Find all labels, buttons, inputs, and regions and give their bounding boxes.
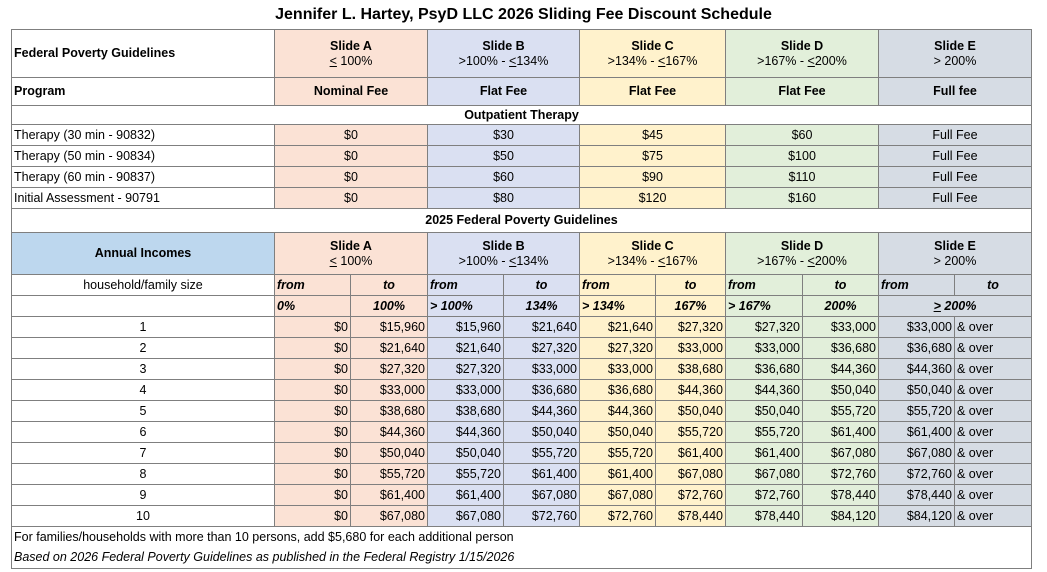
- fee-cell: $60: [726, 125, 879, 146]
- program-header-row: [12, 78, 1032, 106]
- section-row: [12, 209, 1032, 233]
- fee-cell: $90: [580, 167, 726, 188]
- income-cell: $44,360: [580, 401, 656, 422]
- income-cell: $36,680: [879, 338, 955, 359]
- slide-header-c: [580, 233, 726, 275]
- fee-cell: $110: [726, 167, 879, 188]
- income-cell: $72,760: [879, 464, 955, 485]
- household-row: [12, 422, 1032, 443]
- household-size: 3: [12, 359, 275, 380]
- from-label: from: [428, 275, 504, 296]
- slide-range: > 200%: [933, 53, 977, 68]
- household-row: [12, 485, 1032, 506]
- income-cell: $72,760: [504, 506, 580, 527]
- slide-range: > 200%: [933, 253, 977, 268]
- income-cell: $21,640: [428, 338, 504, 359]
- income-cell: $78,440: [879, 485, 955, 506]
- program-name: Therapy (50 min - 90834): [12, 146, 275, 167]
- income-cell: $84,120: [879, 506, 955, 527]
- income-cell: $44,360: [803, 359, 879, 380]
- and-over-label: & over: [955, 443, 1032, 464]
- slide-name: Slide E: [934, 38, 976, 53]
- income-cell: $0: [275, 422, 351, 443]
- income-cell: $27,320: [726, 317, 803, 338]
- income-cell: $33,000: [504, 359, 580, 380]
- slide-header-a: [275, 233, 428, 275]
- household-row: [12, 338, 1032, 359]
- income-cell: $36,680: [726, 359, 803, 380]
- guidelines-header-row: [12, 30, 1032, 78]
- annual-incomes-label: Annual Incomes: [12, 233, 275, 275]
- income-cell: $44,360: [726, 380, 803, 401]
- slide-header-e: [879, 30, 1032, 78]
- income-cell: $0: [275, 338, 351, 359]
- fee-cell: $30: [428, 125, 580, 146]
- slide-header-b: [428, 30, 580, 78]
- income-cell: $55,720: [428, 464, 504, 485]
- slide-name: Slide C: [631, 238, 674, 253]
- fee-type-b: Flat Fee: [428, 78, 580, 106]
- section-row: [12, 106, 1032, 125]
- income-cell: $27,320: [428, 359, 504, 380]
- income-cell: $61,400: [656, 443, 726, 464]
- income-cell: $27,320: [656, 317, 726, 338]
- fee-cell: $0: [275, 146, 428, 167]
- percent-row: [12, 296, 1032, 317]
- from-label: from: [580, 275, 656, 296]
- percent-op: >: [933, 298, 941, 313]
- slide-header-e: [879, 233, 1032, 275]
- footer-row: [12, 527, 1032, 548]
- income-cell: $27,320: [580, 338, 656, 359]
- slide-name: Slide A: [330, 38, 372, 53]
- income-cell: $55,720: [656, 422, 726, 443]
- slide-name: Slide A: [330, 238, 372, 253]
- percent-cell: 0%: [275, 296, 351, 317]
- slide-header-a: [275, 30, 428, 78]
- percent-cell: > 167%: [726, 296, 803, 317]
- income-cell: $44,360: [879, 359, 955, 380]
- household-row: [12, 380, 1032, 401]
- household-row: [12, 464, 1032, 485]
- percent-cell: 100%: [351, 296, 428, 317]
- fee-cell: Full Fee: [879, 146, 1032, 167]
- income-cell: $27,320: [351, 359, 428, 380]
- income-cell: $27,320: [504, 338, 580, 359]
- income-cell: $78,440: [656, 506, 726, 527]
- income-cell: $55,720: [879, 401, 955, 422]
- income-cell: $21,640: [504, 317, 580, 338]
- income-cell: $67,080: [656, 464, 726, 485]
- slide-name: Slide E: [934, 238, 976, 253]
- income-cell: $50,040: [879, 380, 955, 401]
- income-cell: $55,720: [726, 422, 803, 443]
- income-cell: $72,760: [803, 464, 879, 485]
- income-cell: $0: [275, 380, 351, 401]
- fee-cell: $45: [580, 125, 726, 146]
- outpatient-section-title: Outpatient Therapy: [12, 106, 1032, 125]
- therapy-row: [12, 167, 1032, 188]
- and-over-label: & over: [955, 485, 1032, 506]
- percent-cell: > 100%: [428, 296, 504, 317]
- guidelines-label: Federal Poverty Guidelines: [12, 30, 275, 78]
- from-label: from: [879, 275, 955, 296]
- income-cell: $61,400: [726, 443, 803, 464]
- therapy-row: [12, 146, 1032, 167]
- slide-range: >167% - <200%: [757, 253, 847, 268]
- income-cell: $67,080: [504, 485, 580, 506]
- therapy-row: [12, 125, 1032, 146]
- fee-type-e: Full fee: [879, 78, 1032, 106]
- fee-cell: $0: [275, 125, 428, 146]
- slide-header-b: [428, 233, 580, 275]
- income-cell: $50,040: [351, 443, 428, 464]
- income-cell: $67,080: [803, 443, 879, 464]
- income-cell: $44,360: [428, 422, 504, 443]
- income-cell: $44,360: [656, 380, 726, 401]
- slide-header-d: [726, 30, 879, 78]
- household-row: [12, 359, 1032, 380]
- footer-note: For families/households with more than 10 persons, add $5,680 for each additional person: [12, 527, 1032, 548]
- income-cell: $67,080: [879, 443, 955, 464]
- income-cell: $33,000: [428, 380, 504, 401]
- household-size: 8: [12, 464, 275, 485]
- percent-cell: > 200%: [879, 296, 1032, 317]
- slide-range: >100% - <134%: [458, 253, 549, 268]
- to-label: to: [955, 275, 1032, 296]
- slide-range: >134% - <167%: [607, 53, 698, 68]
- income-cell: $36,680: [580, 380, 656, 401]
- household-row: [12, 443, 1032, 464]
- and-over-label: & over: [955, 380, 1032, 401]
- slide-name: Slide B: [482, 38, 525, 53]
- and-over-label: & over: [955, 338, 1032, 359]
- percent-cell: 167%: [656, 296, 726, 317]
- slide-name: Slide C: [631, 38, 674, 53]
- income-cell: $0: [275, 359, 351, 380]
- slide-range: < 100%: [329, 253, 373, 268]
- fee-cell: $160: [726, 188, 879, 209]
- household-row: [12, 401, 1032, 422]
- fee-cell: $120: [580, 188, 726, 209]
- from-to-row: [12, 275, 1032, 296]
- income-cell: $61,400: [351, 485, 428, 506]
- income-cell: $44,360: [504, 401, 580, 422]
- guidelines-section-title: 2025 Federal Poverty Guidelines: [12, 209, 1032, 233]
- therapy-row: [12, 188, 1032, 209]
- and-over-label: & over: [955, 401, 1032, 422]
- slide-range: >100% - <134%: [458, 53, 549, 68]
- income-cell: $67,080: [351, 506, 428, 527]
- fee-cell: $80: [428, 188, 580, 209]
- income-cell: $33,000: [351, 380, 428, 401]
- income-cell: $55,720: [351, 464, 428, 485]
- household-size: 6: [12, 422, 275, 443]
- household-size: 10: [12, 506, 275, 527]
- household-size: 7: [12, 443, 275, 464]
- income-cell: $21,640: [580, 317, 656, 338]
- program-name: Therapy (30 min - 90832): [12, 125, 275, 146]
- household-size: 4: [12, 380, 275, 401]
- income-cell: $61,400: [504, 464, 580, 485]
- income-cell: $50,040: [428, 443, 504, 464]
- fee-cell: $50: [428, 146, 580, 167]
- slide-name: Slide B: [482, 238, 525, 253]
- blank-cell: [12, 296, 275, 317]
- household-size: 2: [12, 338, 275, 359]
- fee-cell: Full Fee: [879, 167, 1032, 188]
- income-cell: $61,400: [580, 464, 656, 485]
- to-label: to: [504, 275, 580, 296]
- table-body: [12, 30, 1032, 569]
- to-label: to: [656, 275, 726, 296]
- income-cell: $67,080: [428, 506, 504, 527]
- fee-cell: Full Fee: [879, 125, 1032, 146]
- income-cell: $72,760: [580, 506, 656, 527]
- to-label: to: [351, 275, 428, 296]
- income-cell: $36,680: [504, 380, 580, 401]
- income-cell: $33,000: [656, 338, 726, 359]
- income-cell: $33,000: [726, 338, 803, 359]
- income-cell: $55,720: [803, 401, 879, 422]
- income-cell: $50,040: [580, 422, 656, 443]
- income-cell: $78,440: [726, 506, 803, 527]
- income-cell: $55,720: [504, 443, 580, 464]
- income-cell: $33,000: [879, 317, 955, 338]
- and-over-label: & over: [955, 464, 1032, 485]
- income-cell: $0: [275, 506, 351, 527]
- income-cell: $33,000: [803, 317, 879, 338]
- fee-type-d: Flat Fee: [726, 78, 879, 106]
- income-cell: $33,000: [580, 359, 656, 380]
- household-size: 1: [12, 317, 275, 338]
- slide-name: Slide D: [780, 238, 824, 253]
- fee-type-c: Flat Fee: [580, 78, 726, 106]
- to-label: to: [803, 275, 879, 296]
- slide-header-d: [726, 233, 879, 275]
- income-cell: $15,960: [351, 317, 428, 338]
- income-cell: $44,360: [351, 422, 428, 443]
- household-row: [12, 317, 1032, 338]
- slide-header-c: [580, 30, 726, 78]
- household-size: 5: [12, 401, 275, 422]
- and-over-label: & over: [955, 359, 1032, 380]
- slide-range: < 100%: [329, 53, 373, 68]
- income-cell: $61,400: [803, 422, 879, 443]
- income-cell: $72,760: [656, 485, 726, 506]
- percent-cell: 134%: [504, 296, 580, 317]
- fee-cell: $75: [580, 146, 726, 167]
- income-cell: $0: [275, 464, 351, 485]
- and-over-label: & over: [955, 506, 1032, 527]
- fee-type-a: Nominal Fee: [275, 78, 428, 106]
- income-cell: $55,720: [580, 443, 656, 464]
- program-label: Program: [12, 78, 275, 106]
- household-size: 9: [12, 485, 275, 506]
- from-label: from: [275, 275, 351, 296]
- fee-cell: Full Fee: [879, 188, 1032, 209]
- fee-cell: $0: [275, 188, 428, 209]
- fee-cell: $0: [275, 167, 428, 188]
- from-label: from: [726, 275, 803, 296]
- income-cell: $36,680: [803, 338, 879, 359]
- income-cell: $84,120: [803, 506, 879, 527]
- income-cell: $38,680: [351, 401, 428, 422]
- income-cell: $61,400: [879, 422, 955, 443]
- income-cell: $67,080: [580, 485, 656, 506]
- income-cell: $15,960: [428, 317, 504, 338]
- income-cell: $0: [275, 443, 351, 464]
- incomes-header-row: [12, 233, 1032, 275]
- income-cell: $67,080: [726, 464, 803, 485]
- page-title: Jennifer L. Hartey, PsyD LLC 2026 Sliding Fee Discount Schedule: [275, 6, 772, 23]
- and-over-label: & over: [955, 422, 1032, 443]
- fee-cell: $60: [428, 167, 580, 188]
- income-cell: $50,040: [803, 380, 879, 401]
- household-row: [12, 506, 1032, 527]
- income-cell: $72,760: [726, 485, 803, 506]
- income-cell: $0: [275, 317, 351, 338]
- income-cell: $0: [275, 485, 351, 506]
- slide-range: >167% - <200%: [757, 53, 847, 68]
- program-name: Therapy (60 min - 90837): [12, 167, 275, 188]
- and-over-label: & over: [955, 317, 1032, 338]
- fee-cell: $100: [726, 146, 879, 167]
- income-cell: $38,680: [656, 359, 726, 380]
- income-cell: $61,400: [428, 485, 504, 506]
- slide-name: Slide D: [780, 38, 824, 53]
- income-cell: $50,040: [504, 422, 580, 443]
- footer-row: [12, 548, 1032, 569]
- income-cell: $21,640: [351, 338, 428, 359]
- income-cell: $78,440: [803, 485, 879, 506]
- income-cell: $0: [275, 401, 351, 422]
- fee-schedule-table: [11, 29, 1032, 569]
- income-cell: $50,040: [656, 401, 726, 422]
- percent-cell: 200%: [803, 296, 879, 317]
- slide-range: >134% - <167%: [607, 253, 698, 268]
- income-cell: $38,680: [428, 401, 504, 422]
- household-size-label: household/family size: [12, 275, 275, 296]
- footer-source: Based on 2026 Federal Poverty Guidelines as published in the Federal Registry 1/15/2026: [12, 548, 1032, 569]
- percent-cell: > 134%: [580, 296, 656, 317]
- income-cell: $50,040: [726, 401, 803, 422]
- program-name: Initial Assessment - 90791: [12, 188, 275, 209]
